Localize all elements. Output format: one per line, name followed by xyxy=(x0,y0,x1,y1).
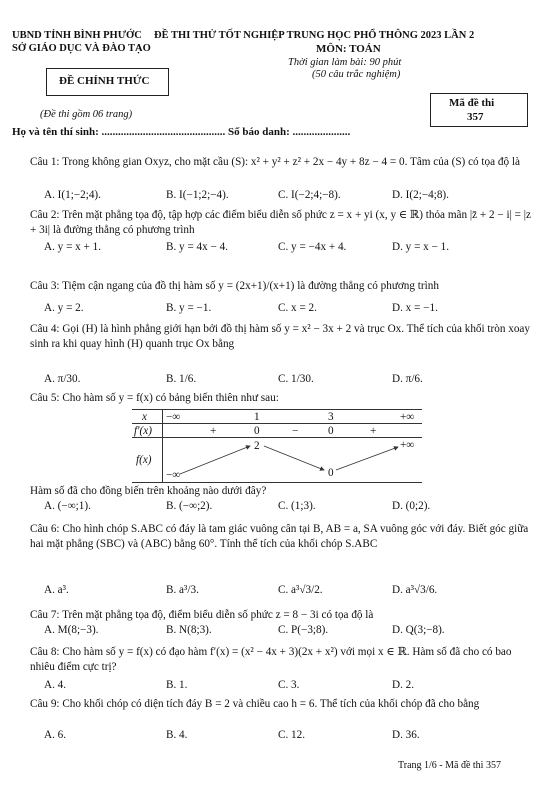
q9-option-c: C. 12. xyxy=(278,729,306,741)
q5-option-b: B. (−∞;2). xyxy=(166,500,213,512)
f-val-3: +∞ xyxy=(400,439,415,451)
sign-1: 0 xyxy=(254,425,260,437)
q8-option-a: A. 4. xyxy=(44,679,67,691)
q7-option-b: B. N(8;3). xyxy=(166,624,212,636)
q9-option-d: D. 36. xyxy=(392,729,420,741)
question-9: Câu 9: Cho khối chóp có diện tích đáy B = 2 và chiều cao h = 6. Thể tích của khối chóp đã cho bằng xyxy=(30,698,480,710)
question-1: Câu 1: Trong không gian Oxyz, cho mặt cầu (S): x² + y² + z² + 2x − 4y + 8z − 4 = 0. Tâm của (S) có tọa độ là xyxy=(30,156,520,168)
q1-option-d: D. I(2;−4;8). xyxy=(392,189,449,201)
arrow-up-1 xyxy=(180,446,250,474)
q4-option-a: A. π/30. xyxy=(44,373,81,385)
x-val-1: 1 xyxy=(254,411,260,423)
q6-option-a: A. a³. xyxy=(44,584,69,596)
official-box xyxy=(46,68,169,96)
arrow-down xyxy=(264,446,324,470)
official-label: ĐỀ CHÍNH THỨC xyxy=(59,75,150,87)
q6-option-c: C. a³√3/2. xyxy=(278,584,323,596)
q4-option-b: B. 1/6. xyxy=(166,373,197,385)
q3-option-d: D. x = −1. xyxy=(392,302,438,314)
q4-option-c: C. 1/30. xyxy=(278,373,314,385)
q6-option-b: B. a³/3. xyxy=(166,584,199,596)
q2-option-b: B. y = 4x − 4. xyxy=(166,241,229,253)
arrow-up-2 xyxy=(336,447,398,470)
sign-0: + xyxy=(210,425,217,437)
sign-2: − xyxy=(292,425,299,437)
question-8: Câu 8: Cho hàm số y = f(x) có đạo hàm f′(x) = (x² − 4x + 3)(2x + x²) với mọi x ∈ ℝ. Hàm số đã cho có bao nhiêu điểm cực trị? xyxy=(30,646,512,673)
q7-option-a: A. M(8;−3). xyxy=(44,624,99,636)
candidate-line: Họ và tên thí sinh: ............................................. Số báo danh: ..................... xyxy=(12,126,351,138)
q3-option-c: C. x = 2. xyxy=(278,302,317,314)
x-val-0: −∞ xyxy=(166,411,181,423)
exam-title: ĐỀ THI THỬ TỐT NGHIỆP TRUNG HỌC PHỔ THÔNG 2023 LẦN 2 xyxy=(154,30,475,41)
q3-option-b: B. y = −1. xyxy=(166,302,212,314)
row-x-label: x xyxy=(142,411,147,423)
q2-option-a: A. y = x + 1. xyxy=(44,241,102,253)
exam-code-box xyxy=(430,93,528,127)
q6-option-d: D. a³√3/6. xyxy=(392,584,438,596)
page-count: (Đề thi gồm 06 trang) xyxy=(40,109,133,120)
q1-option-b: B. I(−1;2;−4). xyxy=(166,189,229,201)
row-fprime-label: f′(x) xyxy=(134,425,152,437)
variation-arrows xyxy=(132,410,422,482)
q5-option-a: A. (−∞;1). xyxy=(44,500,91,512)
question-6: Câu 6: Cho hình chóp S.ABC có đáy là tam giác vuông cân tại B, AB = a, SA vuông góc với đáy. Biết góc giữa hai mặt phẳng (SBC) và (ABC) bằng 60°. Tính thể tích của khối chóp S.ABC xyxy=(30,523,529,550)
question-4: Câu 4: Gọi (H) là hình phẳng giới hạn bởi đồ thị hàm số y = x² − 3x + 2 và trục Ox. Thể tích của khối tròn xoay sinh ra khi quay hình (H) quanh trục Ox bằng xyxy=(30,323,530,350)
sign-3: 0 xyxy=(328,425,334,437)
q5-option-d: D. (0;2). xyxy=(392,500,431,512)
q3-option-a: A. y = 2. xyxy=(44,302,84,314)
exam-time: Thời gian làm bài: 90 phút xyxy=(288,57,402,68)
q9-option-b: B. 4. xyxy=(166,729,188,741)
q4-option-d: D. π/6. xyxy=(392,373,423,385)
q7-option-d: D. Q(3;−8). xyxy=(392,624,445,636)
q1-option-c: C. I(−2;4;−8). xyxy=(278,189,341,201)
question-2: Câu 2: Trên mặt phẳng tọa độ, tập hợp các điểm biểu diễn số phức z = x + yi (x, y ∈ ℝ) thỏa mãn |z̄ + 2 − i| = |z + 3i| là đường thẳng có phương trình xyxy=(30,209,531,236)
f-val-0: −∞ xyxy=(166,469,181,481)
q8-option-c: C. 3. xyxy=(278,679,300,691)
page-footer: Trang 1/6 - Mã đề thi 357 xyxy=(398,760,501,771)
q5-option-c: C. (1;3). xyxy=(278,500,316,512)
exam-code-value: 357 xyxy=(467,111,484,123)
header-department: UBND TỈNH BÌNH PHƯỚC xyxy=(12,30,142,41)
q9-option-a: A. 6. xyxy=(44,729,67,741)
variation-table xyxy=(132,409,422,483)
q2-option-d: D. y = x − 1. xyxy=(392,241,450,253)
question-3: Câu 3: Tiệm cận ngang của đồ thị hàm số y = (2x+1)/(x+1) là đường thẳng có phương trình xyxy=(30,280,439,292)
q8-option-b: B. 1. xyxy=(166,679,188,691)
question-5-ask: Hàm số đã cho đồng biến trên khoảng nào dưới đây? xyxy=(30,485,267,497)
f-val-1: 2 xyxy=(254,440,260,452)
q1-option-a: A. I(1;−2;4). xyxy=(44,189,101,201)
exam-code-label: Mã đề thi xyxy=(449,97,495,109)
question-5: Câu 5: Cho hàm số y = f(x) có bảng biến thiên như sau: xyxy=(30,392,279,404)
question-count: (50 câu trắc nghiệm) xyxy=(312,69,401,80)
q7-option-c: C. P(−3;8). xyxy=(278,624,329,636)
f-val-2: 0 xyxy=(328,467,334,479)
header-office: SỞ GIÁO DỤC VÀ ĐÀO TẠO xyxy=(12,43,151,54)
x-val-3: +∞ xyxy=(400,411,415,423)
q8-option-d: D. 2. xyxy=(392,679,415,691)
x-val-2: 3 xyxy=(328,411,334,423)
sign-4: + xyxy=(370,425,377,437)
q2-option-c: C. y = −4x + 4. xyxy=(278,241,347,253)
subject: MÔN: TOÁN xyxy=(316,43,381,55)
question-7: Câu 7: Trên mặt phẳng tọa độ, điểm biểu diễn số phức z = 8 − 3i có tọa độ là xyxy=(30,609,374,621)
row-f-label: f(x) xyxy=(136,454,152,466)
